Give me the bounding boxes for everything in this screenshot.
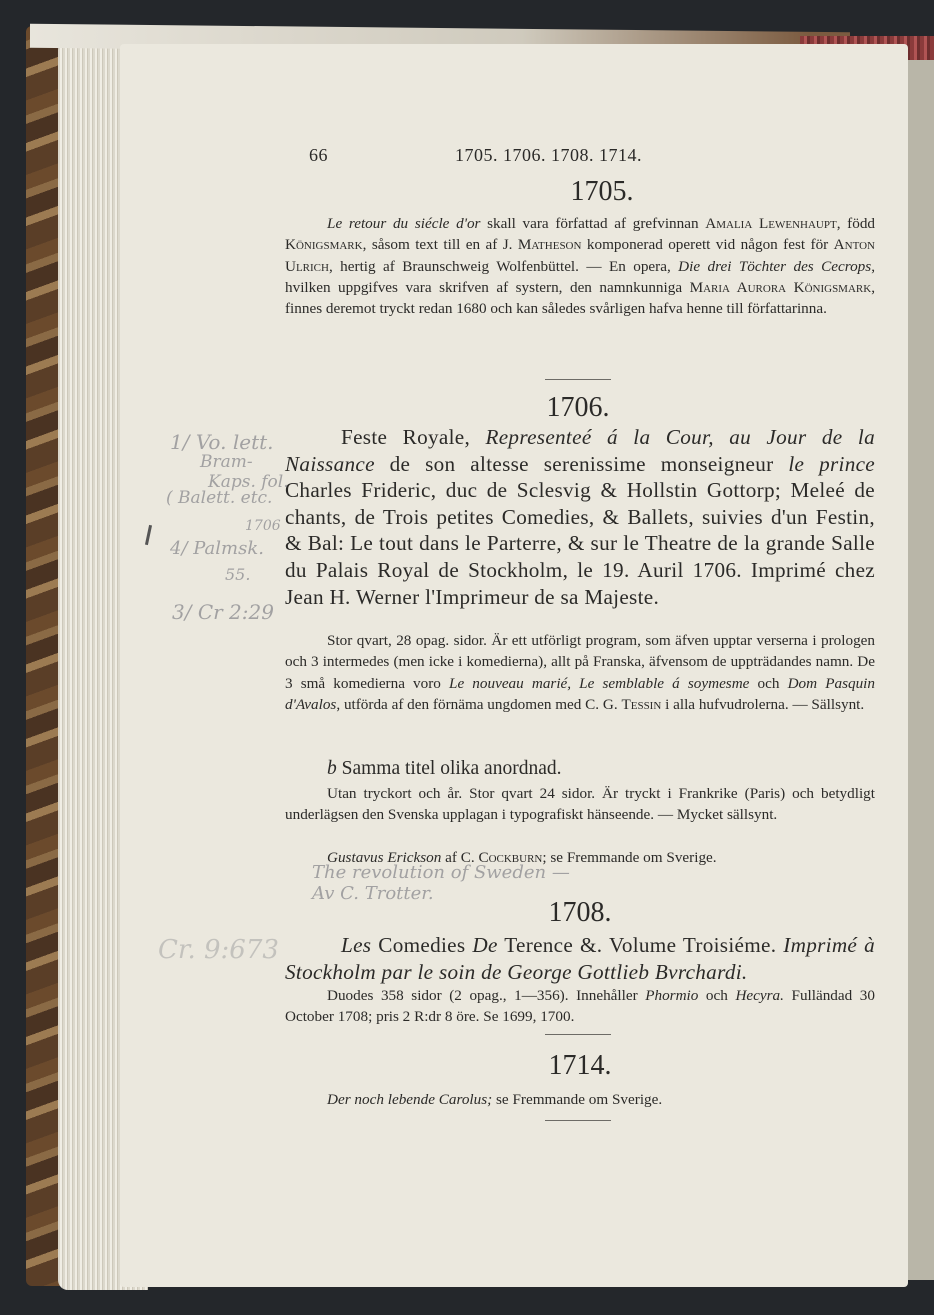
handwritten-note: Kaps. fol.: [208, 472, 289, 492]
variant-title: Samma titel olika anordnad.: [341, 758, 562, 779]
entry-1706-variant-b: [327, 756, 877, 781]
year-heading-1714: 1714.: [548, 1050, 612, 1081]
entry-1708-description: Duodes 358 sidor (2 opag., 1—356). Innehåller Phormio och Hecyra. Fulländad 30 October 1708; pris 2 R:dr 8 öre. Se 1699, 1700.: [285, 987, 875, 1026]
entry-1705-text: Le retour du siécle d'or skall vara författad af grefvinnan Amalia Lewenhaupt, född Königsmark, såsom text till en af J. Matheson komponerad operett vid någon fest för Anton Ulrich, hertig af Braunschweig Wolfenbüttel. — En opera, Die drei Töchter des Cecrops, hvilken uppgifves vara skrifven af systern, den namnkunniga Maria Aurora Königsmark, finnes deremot tryckt redan 1680 och kan således svårligen hafva henne till författarinna.: [285, 215, 876, 318]
section-divider: [545, 1120, 611, 1121]
year-heading-1708: 1708.: [548, 897, 612, 928]
handwritten-note: 3/ Cr 2:29: [172, 600, 274, 624]
year-heading-1706: 1706.: [546, 392, 610, 423]
handwritten-note: 55.: [225, 565, 251, 584]
entry-1706-description: Stor qvart, 28 opag. sidor. Är ett utförligt program, som äfven upptar verserna i prologen och 3 intermedes (men icke i komedierna), allt på Franska, äfvensom de uppträdandes namn. De 3 små komedierna voro Le nouveau marié, Le semblable á soymesme och Dom Pasquin d'Avalos, utförda af den förnäma ungdomen med C. G. Tessin i alla hufvudrolerna. — Sällsynt.: [285, 632, 875, 713]
variant-letter: b: [327, 758, 337, 779]
handwritten-note: The revolution of Sweden —: [312, 862, 570, 883]
entry-1706-title: Feste Royale, Representeé á la Cour, au Jour de la Naissance de son altesse serenissime monseigneur le prince Charles Frideric, duc de Sclesvig & Hollstin Gottorp; Meleé de chants, de Trois petites Comedies, & Ballets, suivies d'un Festin, & Bal: Le tout dans le Parterre, & sur le Theatre de la grande Salle du Palais Royal de Stockholm, le 19. Auril 1706. Imprimé chez Jean H. Werner l'Imprimeur de sa Majeste.: [285, 425, 875, 609]
entry-1714-text: Der noch lebende Carolus; se Fremmande om Sverige.: [327, 1091, 663, 1108]
handwritten-note: 1/ Vo. lett.: [170, 430, 274, 454]
handwritten-note: 4/ Palmsk.: [170, 538, 264, 559]
cross-reference-gustavus: Gustavus Erickson af C. Cockburn; se Fremmande om Sverige.: [327, 849, 717, 866]
handwritten-note: ( Balett. etc.: [166, 488, 273, 508]
handwritten-shelf-mark: Cr. 9:673: [158, 935, 279, 965]
handwritten-note: Av C. Trotter.: [312, 883, 434, 904]
section-divider: [545, 1034, 611, 1035]
handwritten-note: Bram-: [200, 452, 253, 472]
handwritten-note: 1706: [245, 518, 281, 534]
right-page-edge: [908, 60, 934, 1280]
entry-1708-title: Les Comedies De Terence &. Volume Troisiéme. Imprimé à Stockholm par le soin de George Gottlieb Bvrchardi.: [285, 933, 875, 984]
variant-b-description: Utan tryckort och år. Stor qvart 24 sidor. Är tryckt i Frankrike (Paris) och betydligt underlägsen den Svenska upplagan i typografiskt hänseende. — Mycket sällsynt.: [285, 785, 875, 824]
running-title: 1705. 1706. 1708. 1714.: [455, 145, 642, 165]
section-divider: [545, 379, 611, 380]
page-number: 66: [309, 145, 328, 165]
year-heading-1705: 1705.: [570, 176, 634, 207]
